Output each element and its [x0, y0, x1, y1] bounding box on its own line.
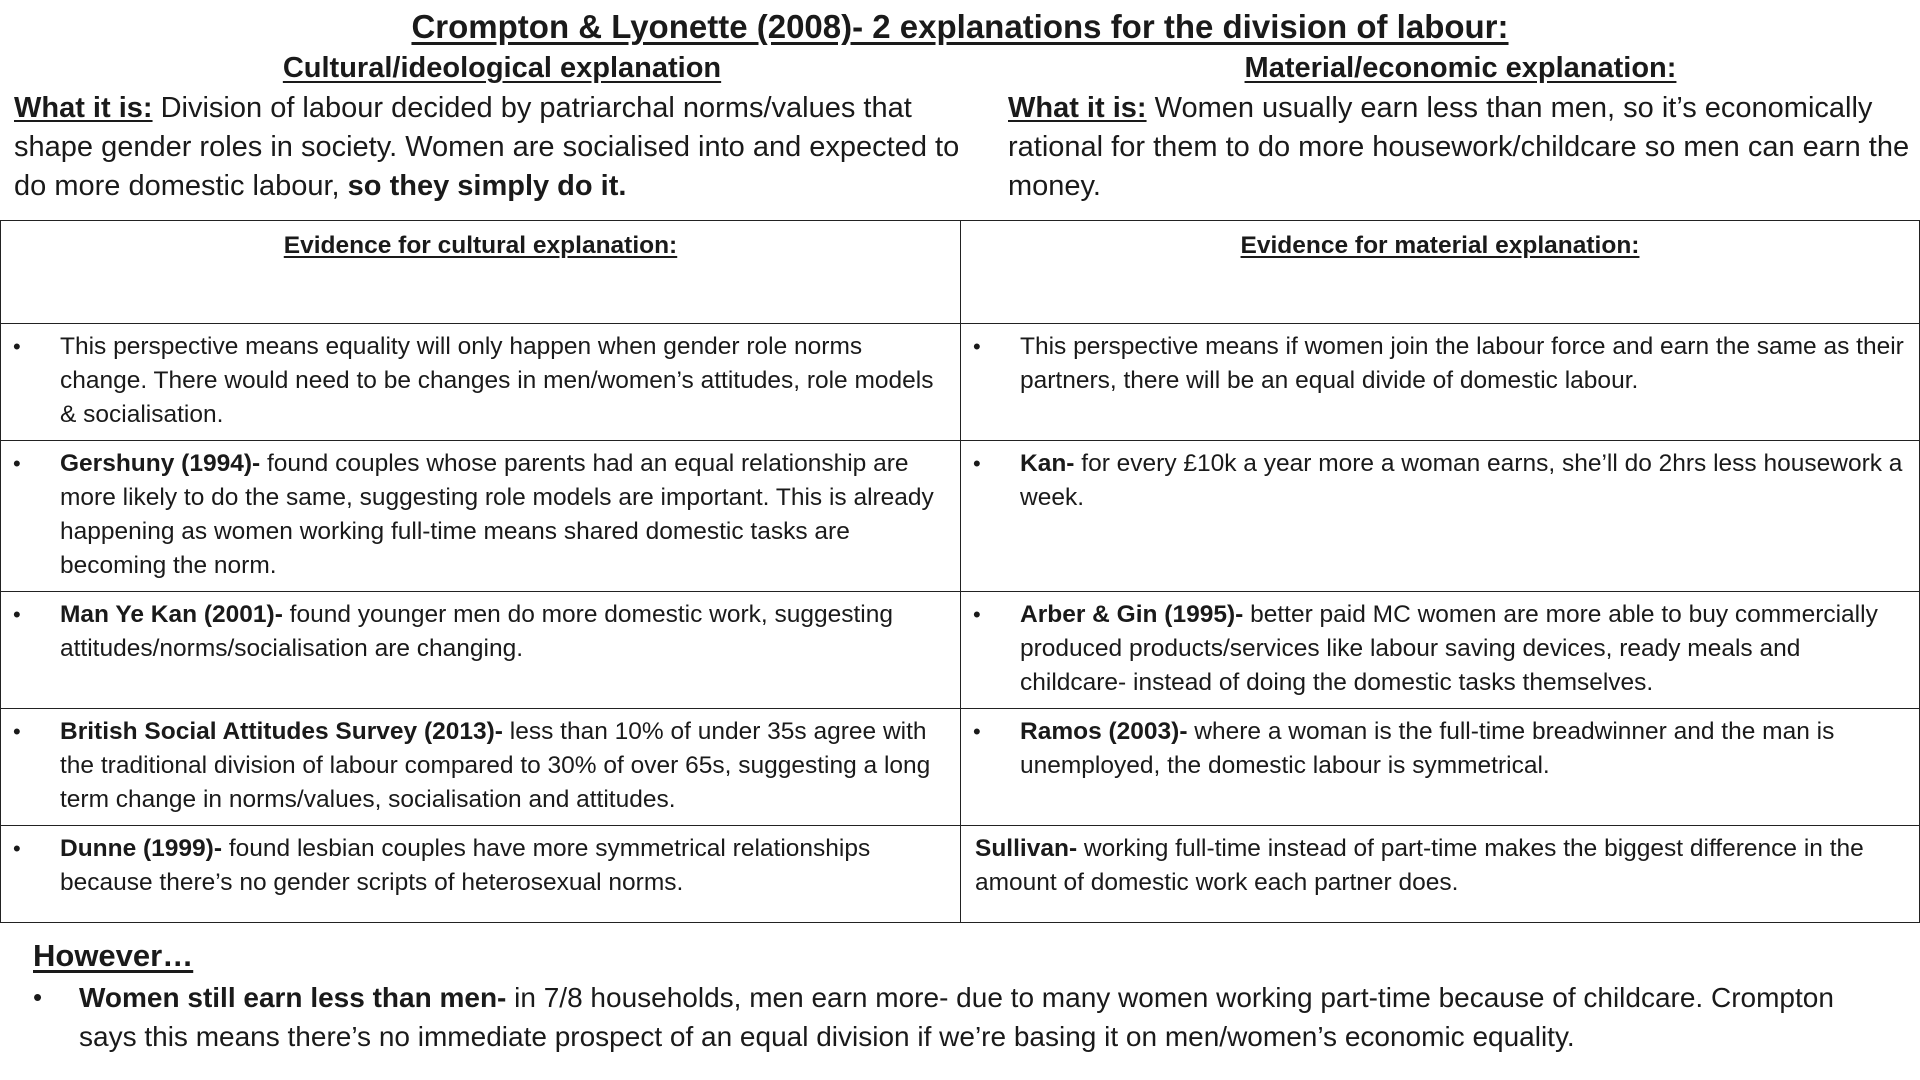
material-what-text: Women usually earn less than men, so it’s economically rational for them to do more housework/childcare so men can earn the money.	[1008, 92, 1910, 202]
table-cell	[961, 592, 1920, 709]
evidence-text: This perspective means if women join the labour force and earn the same as their partners, there will be an equal divide of domestic labour.	[1020, 333, 1904, 394]
however-section	[33, 938, 1893, 1056]
evidence-text: found younger men do more domestic work, suggesting attitudes/norms/socialisation are changing.	[60, 601, 893, 662]
table-cell	[961, 826, 1920, 923]
table-row	[1, 324, 1920, 441]
page-title: Crompton & Lyonette (2008)- 2 explanations for the division of labour:	[411, 8, 1509, 45]
table-cell	[1, 592, 961, 709]
evidence-text: found couples whose parents had an equal relationship are more likely to do the same, suggesting role models are important. This is already happening as women working full-time means shared domestic tasks are becoming the norm.	[60, 450, 934, 579]
table-cell	[961, 709, 1920, 826]
table-cell	[961, 441, 1920, 592]
evidence-text: This perspective means equality will only happen when gender role norms change. There would need to be changes in men/women’s attitudes, role models & socialisation.	[60, 333, 934, 428]
table-cell	[1, 709, 961, 826]
material-explanation-section	[1008, 52, 1913, 206]
evidence-text: where a woman is the full-time breadwinner and the man is unemployed, the domestic labour is symmetrical.	[1020, 718, 1835, 779]
however-heading: However…	[33, 938, 194, 973]
bullet-icon: •	[13, 334, 21, 359]
bullet-icon: •	[973, 719, 981, 744]
bullet-icon: •	[973, 451, 981, 476]
bullet-icon: •	[13, 451, 21, 476]
bullet-icon: •	[13, 602, 21, 627]
cultural-description	[14, 89, 974, 206]
table-header-row	[1, 221, 1920, 324]
evidence-text: less than 10% of under 35s agree with the traditional division of labour compared to 30% of over 65s, suggesting a long term change in norms/values, socialisation and attitudes.	[60, 718, 931, 813]
however-item	[33, 978, 1893, 1056]
bullet-icon: •	[33, 982, 43, 1012]
evidence-text: better paid MC women are more able to buy commercially produced products/services like labour saving devices, ready meals and childcare- instead of doing the domestic tasks themselves.	[1020, 601, 1878, 696]
material-description	[1008, 89, 1913, 206]
evidence-table	[0, 220, 1920, 923]
table-cell	[961, 324, 1920, 441]
however-text: in 7/8 households, men earn more- due to many women working part-time because of childcare. Crompton says this means there’s no immediate prospect of an equal division if we’re basing it on men/women’s economic equality.	[79, 982, 1834, 1052]
evidence-ref: Sullivan-	[975, 835, 1078, 862]
cultural-explanation-section	[14, 52, 974, 206]
bullet-icon: •	[13, 719, 21, 744]
material-heading: Material/economic explanation:	[1244, 52, 1677, 84]
evidence-ref: Arber & Gin (1995)-	[1020, 601, 1244, 628]
cultural-what-emphasis: so they simply do it.	[347, 170, 627, 202]
evidence-text: found lesbian couples have more symmetrical relationships because there’s no gender scripts of heterosexual norms.	[60, 835, 871, 896]
table-cell	[1, 441, 961, 592]
evidence-ref: Gershuny (1994)-	[60, 450, 261, 477]
evidence-ref: Dunne (1999)-	[60, 835, 223, 862]
cultural-evidence-header: Evidence for cultural explanation:	[1, 221, 961, 324]
cultural-heading: Cultural/ideological explanation	[282, 52, 722, 84]
table-cell	[1, 324, 961, 441]
evidence-ref: Ramos (2003)-	[1020, 718, 1188, 745]
however-ref: Women still earn less than men-	[79, 982, 507, 1013]
material-what-label: What it is:	[1008, 92, 1147, 124]
table-cell	[1, 826, 961, 923]
table-row	[1, 826, 1920, 923]
material-evidence-header: Evidence for material explanation:	[961, 221, 1920, 324]
evidence-ref: British Social Attitudes Survey (2013)-	[60, 718, 503, 745]
evidence-ref: Man Ye Kan (2001)-	[60, 601, 283, 628]
table-row	[1, 709, 1920, 826]
table-row	[1, 592, 1920, 709]
cultural-what-text: Division of labour decided by patriarchal norms/values that shape gender roles in society. Women are socialised into and expected to do more domestic labour,	[14, 92, 960, 202]
table-row	[1, 441, 1920, 592]
bullet-icon: •	[973, 602, 981, 627]
evidence-text: for every £10k a year more a woman earns, she’ll do 2hrs less housework a week.	[1020, 450, 1903, 511]
cultural-what-label: What it is:	[14, 92, 153, 124]
evidence-ref: Kan-	[1020, 450, 1075, 477]
evidence-text: working full-time instead of part-time makes the biggest difference in the amount of domestic work each partner does.	[975, 835, 1864, 896]
bullet-icon: •	[13, 836, 21, 861]
bullet-icon: •	[973, 334, 981, 359]
